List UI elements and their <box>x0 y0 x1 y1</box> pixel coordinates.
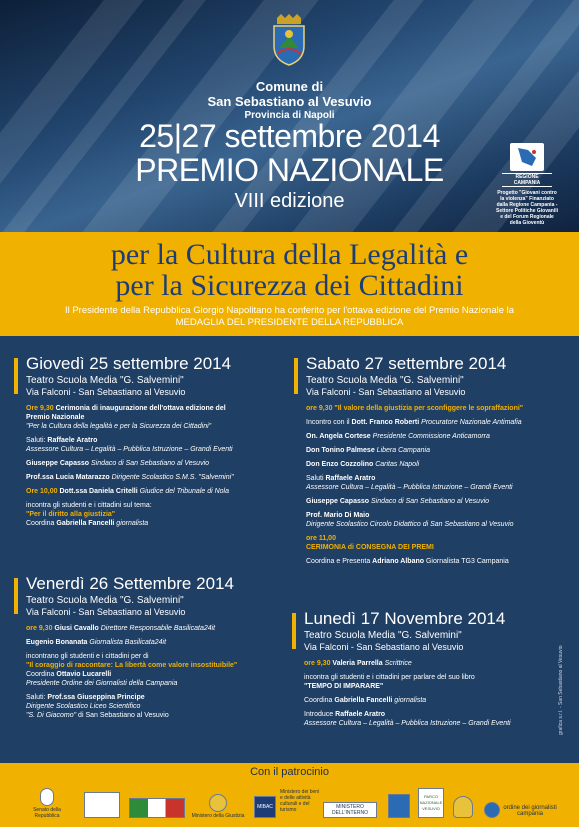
day-3-tema: incontrano gli studenti e i cittadini per di "Il coraggio di raccontare: La libertà come valore insostituibile" Coordina Ottavio Lucarelli Presidente Ordine dei Giornalisti della Campania <box>26 653 238 687</box>
day-1-saluti: Saluti: Raffaele Aratro Assessore Cultura – Legalità – Pubblica Istruzione – Grandi Eventi <box>26 437 233 453</box>
camera-icon <box>84 792 120 818</box>
program-section <box>0 336 579 763</box>
day-1-address: Via Falconi - San Sebastiano al Vesuvio <box>26 387 186 397</box>
day-3-saluti: Saluti: Prof.ssa Giuseppina Principe Dirigente Scolastico Liceo Scientifico "S. Di Giacomo" di San Sebastiano al Vesuvio <box>26 694 169 719</box>
provincia-logo <box>450 783 476 819</box>
day-3-heading: Venerdì 26 Settembre 2014 <box>26 574 234 593</box>
comune-label: Comune di <box>255 79 324 94</box>
day-2-palmese: Don Tonino Palmese Libera Campania <box>306 447 430 454</box>
interno-icon: MINISTERO DELL'INTERNO <box>323 802 377 818</box>
accent-bar <box>14 358 18 394</box>
mibac-text: Ministero dei beni e delle attività culturali e del turismo <box>280 789 320 813</box>
day-2-roberti: Incontro con il Dott. Franco Roberti Procuratore Nazionale Antimafia <box>306 419 522 426</box>
ordine-logo <box>484 783 560 819</box>
day-3-address: Via Falconi - San Sebastiano al Vesuvio <box>26 607 186 617</box>
medaglia-text: MEDAGLIA DEL PRESIDENTE DELLA REPUBBLICA <box>175 317 404 328</box>
subtitle-line-1: per la Cultura della Legalità e <box>110 238 469 271</box>
day-1-matarazzo: Prof.ssa Lucia Matarazzo Dirigente Scolastico S.M.S. "Salvemini" <box>26 474 234 481</box>
day-3-venue: Teatro Scuola Media "G. Salvemini" <box>26 595 184 606</box>
day-2-cozzolino: Don Enzo Cozzolino Caritas Napoli <box>306 461 420 468</box>
day-1-block <box>26 354 296 533</box>
day-2-heading: Sabato 27 settembre 2014 <box>306 354 507 373</box>
regione-campania-name: REGIONE CAMPANIA <box>502 173 552 187</box>
day-1-ceremony: Ore 9,30 Cerimonia di inaugurazione dell'ottava edizione del Premio Nazionale "Per la Cultura della legalità e per la Sicurezza dei Cittadini" <box>26 405 226 430</box>
day-4-libro: incontra gli studenti e i cittadini per parlare del suo libro "TEMPO DI IMPARARE" <box>304 674 475 690</box>
regione-campania-logo-icon <box>510 143 544 171</box>
progetto-text: Progetto "Giovani contro la violenza" Finanziato dalla Regione Campania - Settore Politiche Giovanili e del Forum Regionale della Gioventù <box>496 190 558 226</box>
flag-logo <box>128 783 186 819</box>
day-3-bonanata: Eugenio Bonanata Giornalista Basilicata24it <box>26 639 167 646</box>
day-4-heading: Lunedì 17 Novembre 2014 <box>304 609 506 628</box>
day-1-capasso: Giuseppe Capasso Sindaco di San Sebastiano al Vesuvio <box>26 460 210 467</box>
campania-icon <box>388 794 410 818</box>
italian-flag-icon <box>129 798 185 818</box>
emblem-icon <box>209 794 227 812</box>
day-4-introduce: Introduce Raffaele Aratro Assessore Cultura – Legalità – Pubblica Istruzione – Grandi Eventi <box>304 711 511 727</box>
day-3-block <box>26 574 296 725</box>
day-4-address: Via Falconi - San Sebastiano al Vesuvio <box>304 642 464 652</box>
day-4-parrella: ore 9,30 Valeria Parrella Scrittrice <box>304 660 412 667</box>
day-3-cavallo: ore 9,30 Giusi Cavallo Direttore Responsabile Basilicata24it <box>26 625 216 632</box>
campania-logo <box>386 783 412 819</box>
mibac-icon: MIBAC <box>254 796 276 818</box>
interno-logo <box>322 783 378 819</box>
provincia-icon <box>453 796 473 818</box>
printer-credit: grafica s.r.l. - San Sebastiano al Vesuvio <box>558 645 564 735</box>
edition-label: VIII edizione <box>234 190 345 212</box>
patrocinio-footer <box>0 763 579 827</box>
day-2-block <box>306 354 576 571</box>
parco-icon: PARCO NAZIONALE VESUVIO <box>418 788 444 818</box>
mibac-logo <box>252 783 278 819</box>
parco-logo <box>416 783 446 819</box>
day-1-heading: Giovedì 25 settembre 2014 <box>26 354 232 373</box>
day-2-coordina: Coordina e Presenta Adriano Albano Giornalista TG3 Campania <box>306 558 509 565</box>
event-dates: 25|27 settembre 2014 <box>139 118 440 154</box>
day-2-cortese: On. Angela Cortese Presidente Commissione Anticamorra <box>306 433 490 440</box>
provincia-label: Provincia di Napoli <box>244 110 335 121</box>
day-1-tema: incontra gli studenti e i cittadini sul tema: "Per il diritto alla giustizia" Coordina Gabriella Fancelli giornalista <box>26 502 152 527</box>
day-2-saluti: Saluti Raffaele Aratro Assessore Cultura – Legalità – Pubblica Istruzione – Grandi Eventi <box>306 475 513 491</box>
senato-logo: Senato della Repubblica <box>22 783 72 819</box>
day-4-venue: Teatro Scuola Media "G. Salvemini" <box>304 630 462 641</box>
day-1-critelli: Ore 10,00 Dott.ssa Daniela Critelli Giudice del Tribunale di Nola <box>26 488 230 495</box>
day-2-venue: Teatro Scuola Media "G. Salvemini" <box>306 375 464 386</box>
day-4-block <box>304 609 574 733</box>
header-banner <box>0 0 579 232</box>
day-4-coordina: Coordina Gabriella Fancelli giornalista <box>304 697 427 704</box>
giustizia-logo: Ministero della Giustizia <box>190 783 246 819</box>
comune-crest-icon <box>271 14 307 66</box>
day-2-capasso: Giuseppe Capasso Sindaco di San Sebastiano al Vesuvio <box>306 498 490 505</box>
ordine-row: ordine dei giornalisti campania <box>484 802 557 819</box>
day-2-cerimonia: ore 11,00 CERIMONIA di CONSEGNA DEI PREMI <box>306 535 434 551</box>
day-2-address: Via Falconi - San Sebastiano al Vesuvio <box>306 387 466 397</box>
patrocinio-label: Con il patrocinio <box>250 766 329 778</box>
subtitle-line-2: per la Sicurezza dei Cittadini <box>115 269 464 302</box>
city-name: San Sebastiano al Vesuvio <box>207 94 372 109</box>
day-2-maio: Prof. Mario Di Maio Dirigente Scolastico Circolo Didattico di San Sebastiano al Vesuvio <box>306 512 514 528</box>
day-2-tema: ore 9,30 "Il valore della giustizia per sconfiggere le sopraffazioni" <box>306 405 524 412</box>
subtitle-band <box>0 232 579 336</box>
event-title: PREMIO NAZIONALE <box>135 152 444 188</box>
camera-logo <box>80 783 124 819</box>
accent-bar <box>14 578 18 614</box>
regione-campania-block <box>496 143 558 226</box>
day-1-venue: Teatro Scuola Media "G. Salvemini" <box>26 375 184 386</box>
senato-icon <box>40 788 54 806</box>
ordine-icon <box>484 802 500 818</box>
presidente-text: Il Presidente della Repubblica Giorgio Napolitano ha conferito per l'ottava edizione del Premio Nazionale la <box>64 305 515 316</box>
